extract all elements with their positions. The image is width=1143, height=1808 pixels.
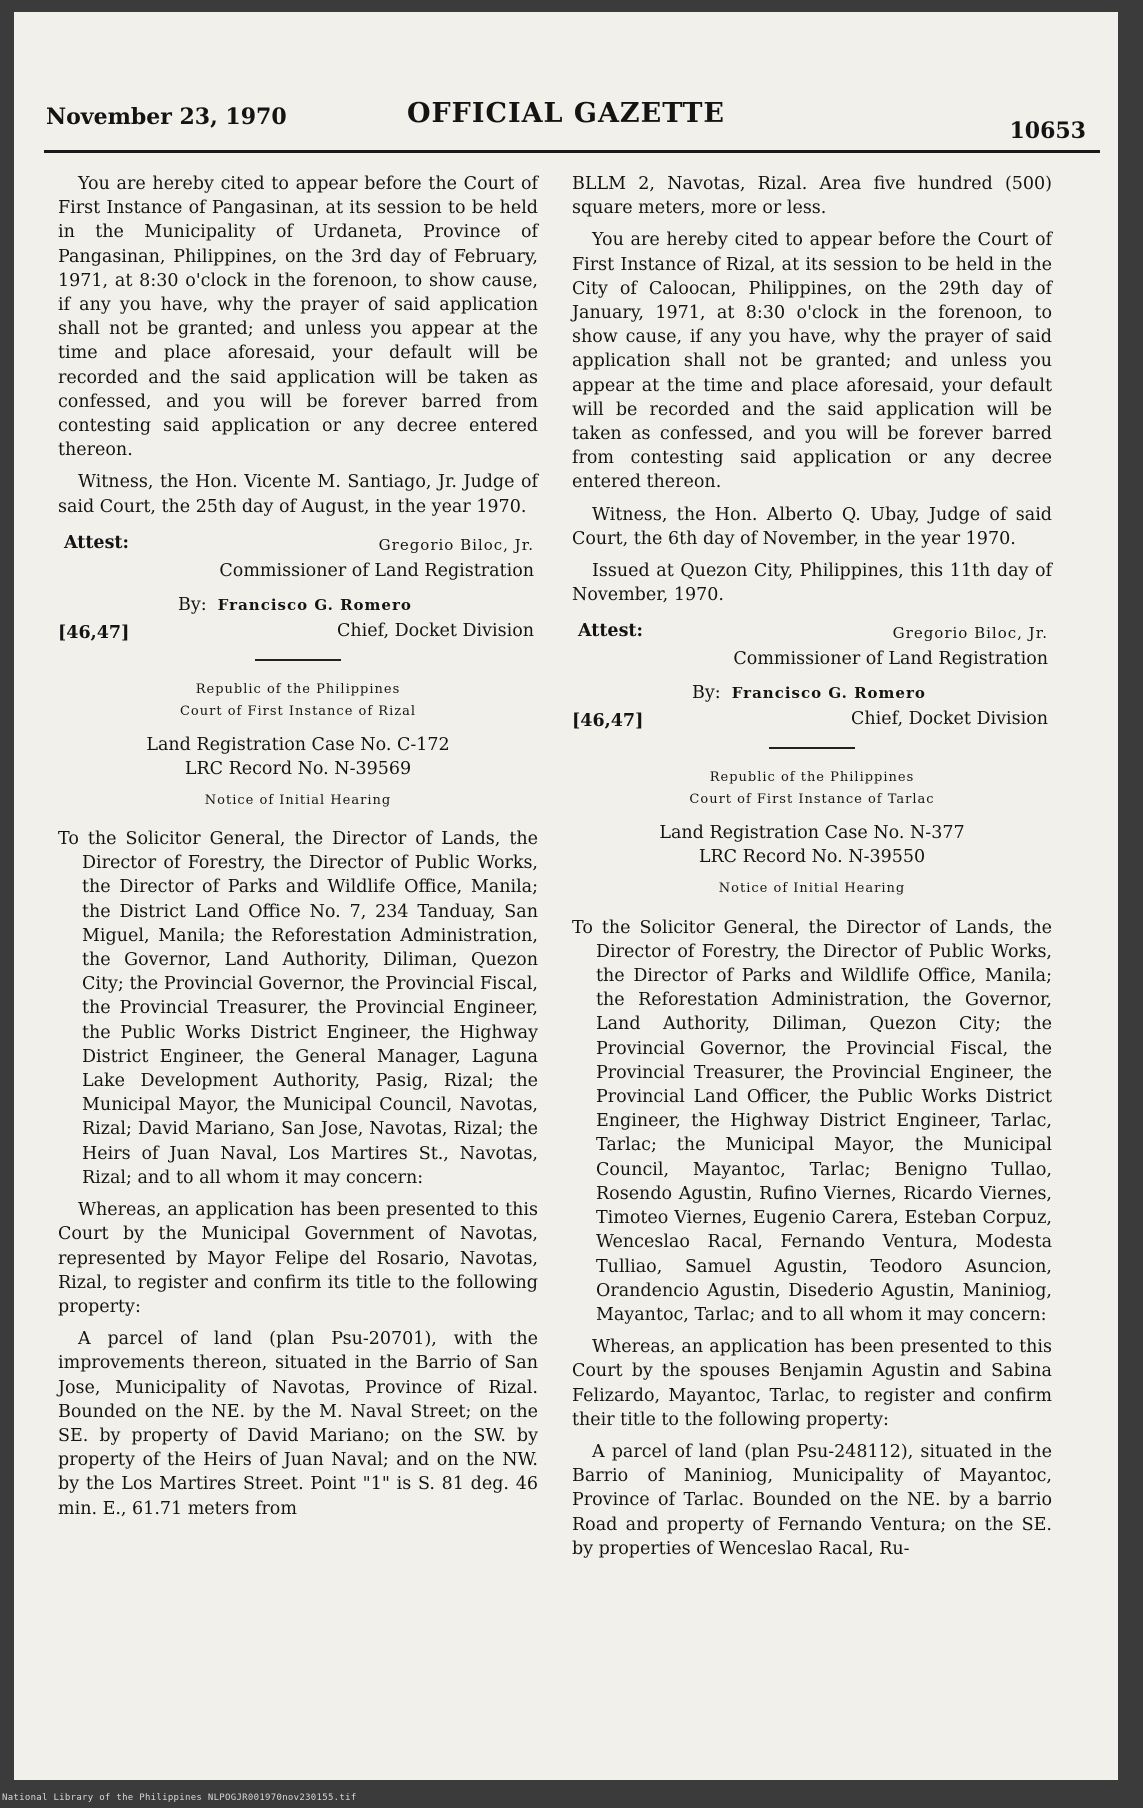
header-rule [44, 150, 1100, 153]
by-line [178, 593, 412, 617]
case-number: Land Registration Case No. N-377 [659, 823, 965, 844]
reference-number: [46,47] [572, 711, 644, 732]
gazette-page [14, 12, 1118, 1780]
case-number: Land Registration Case No. C-172 [146, 734, 450, 755]
by-name: Francisco G. Romero [217, 595, 412, 614]
signer-title: Commissioner of Land Registration [219, 560, 534, 581]
signature-block [58, 529, 538, 647]
attest-label: Attest: [64, 532, 129, 553]
section-divider [769, 747, 855, 749]
witness-paragraph: Witness, the Hon. Alberto Q. Ubay, Judge of said Court, the 6th day of November, in the year 1970. [572, 504, 1052, 549]
notice-title: Notice of Initial Hearing [718, 881, 906, 897]
by-label: By: [692, 683, 721, 704]
whereas-paragraph: Whereas, an application has been presented to this Court by the spouses Benjamin Agustin and Sabina Felizardo, Mayantoc, Tarlac, to register and confirm their title to the following property: [572, 1337, 1052, 1430]
publication-title: OFFICIAL GAZETTE [406, 98, 726, 129]
attest-label: Attest: [578, 621, 643, 642]
addressees-paragraph: To the Solicitor General, the Director of Lands, the Director of Forestry, the Director of Public Works, the Director of Parks and Wildlife Office, Manila; the Reforestation Administration, the Governor, Land Authority, Diliman, Quezon City; the Provincial Governor, the Provincial Fiscal, the Provincial Treasurer, the Provincial Engineer, the Provincial Land Officer, the Public Works District Engineer, the Highway District Engineer, Tarlac, Tarlac; the Municipal Mayor, the Municipal Council, Mayantoc, Tarlac; Benigno Tullao, Rosendo Agustin, Rufino Viernes, Ricardo Viernes, Timoteo Viernes, Eugenio Carera, Esteban Corpuz, Wenceslao Racal, Fernando Ventura, Modesta Tulliao, Samuel Agustin, Teodoro Asuncion, Orandencio Agustin, Disederio Agustin, Maniniog, Mayantoc, Tarlac; and to all whom it may concern: [572, 917, 1052, 1325]
signature-block [572, 617, 1052, 735]
issue-date: November 23, 1970 [46, 104, 287, 130]
republic-heading: Republic of the Philippines [709, 770, 915, 786]
addressees-paragraph: To the Solicitor General, the Director of Lands, the Director of Forestry, the Director of Public Works, the Director of Parks and Wildlife Office, Manila; the District Land Office No. 7, 234 Tanduay, San Miguel, Manila; the Reforestation Administration, the Governor, Land Authority, Diliman, Quezon City; the Provincial Governor, the Provincial Fiscal, the Provincial Treasurer, the Provincial Engineer, the Public Works District Engineer, the Highway District Engineer, the General Manager, Laguna Lake Development Authority, Pasig, Rizal; the Municipal Mayor, the Municipal Council, Navotas, Rizal; David Mariano, San Jose, Navotas, Rizal; the Heirs of Juan Naval, Los Martires St., Navotas, Rizal; and to all whom it may concern: [58, 829, 538, 1188]
signer-title: Commissioner of Land Registration [733, 649, 1048, 670]
scan-footer: National Library of the Philippines NLPOGJR001970nov230155.tif [2, 1793, 357, 1803]
witness-paragraph: Witness, the Hon. Vicente M. Santiago, Jr. Judge of said Court, the 25th day of August, in the year 1970. [58, 472, 538, 517]
signer-name: Gregorio Biloc, Jr. [892, 624, 1048, 643]
notice-title: Notice of Initial Hearing [204, 792, 392, 808]
citation-paragraph: You are hereby cited to appear before the Court of First Instance of Rizal, at its session to be held in the City of Caloocan, Philippines, on the 29th day of January, 1971, at 8:30 o'clock in the forenoon, to show cause, if any you have, why the prayer of said application shall not be granted; and unless you appear at the time and place aforesaid, your default will be recorded and the said application will be taken as confessed, and you will be forever barred from contesting said application or any decree entered thereon. [572, 230, 1052, 493]
citation-paragraph: You are hereby cited to appear before the Court of First Instance of Pangasinan, at its session to be held in the Municipality of Urdaneta, Province of Pangasinan, Philippines, on the 3rd day of February, 1971, at 8:30 o'clock in the forenoon, to show cause, if any you have, why the prayer of said application shall not be granted; and unless you appear at the time and place aforesaid, your default will be recorded and the said application will be taken as confessed, and you will be forever barred from contesting said application or any decree entered thereon. [58, 174, 538, 461]
issued-paragraph: Issued at Quezon City, Philippines, this 11th day of November, 1970. [572, 561, 1052, 606]
chief-title: Chief, Docket Division [850, 709, 1048, 730]
chief-title: Chief, Docket Division [336, 620, 534, 641]
by-name: Francisco G. Romero [731, 684, 926, 703]
by-label: By: [178, 594, 207, 615]
left-column [58, 172, 538, 1529]
court-heading: Court of First Instance of Rizal [179, 703, 416, 719]
parcel-paragraph: A parcel of land (plan Psu-248112), situated in the Barrio of Maniniog, Municipality of Mayantoc, Province of Tarlac. Bounded on the NE. by a barrio Road and property of Fernando Ventura; on the SE. by properties of Wenceslao Racal, Ru- [572, 1441, 1052, 1559]
continuation-paragraph: BLLM 2, Navotas, Rizal. Area five hundred (500) square meters, more or less. [572, 174, 1052, 219]
by-line [692, 681, 926, 705]
section-divider [255, 659, 341, 661]
reference-number: [46,47] [58, 622, 130, 643]
page-number: 10653 [1009, 118, 1086, 144]
whereas-paragraph: Whereas, an application has been presented to this Court by the Municipal Government of Navotas, represented by Mayor Felipe del Rosario, Navotas, Rizal, to register and confirm its title to the following property: [58, 1200, 538, 1317]
court-heading: Court of First Instance of Tarlac [689, 792, 935, 808]
signer-name: Gregorio Biloc, Jr. [378, 535, 534, 554]
lrc-record: LRC Record No. N-39550 [698, 847, 926, 868]
right-column [572, 172, 1052, 1569]
parcel-paragraph: A parcel of land (plan Psu-20701), with the improvements thereon, situated in the Barrio of San Jose, Municipality of Navotas, Province of Rizal. Bounded on the NE. by the M. Naval Street; on the SE. by property of David Mariano; on the SW. by property of the Heirs of Juan Naval; and on the NW. by the Los Martires Street. Point "1" is S. 81 deg. 46 min. E., 61.71 meters from [58, 1329, 538, 1519]
lrc-record: LRC Record No. N-39569 [184, 758, 412, 779]
republic-heading: Republic of the Philippines [195, 681, 401, 697]
